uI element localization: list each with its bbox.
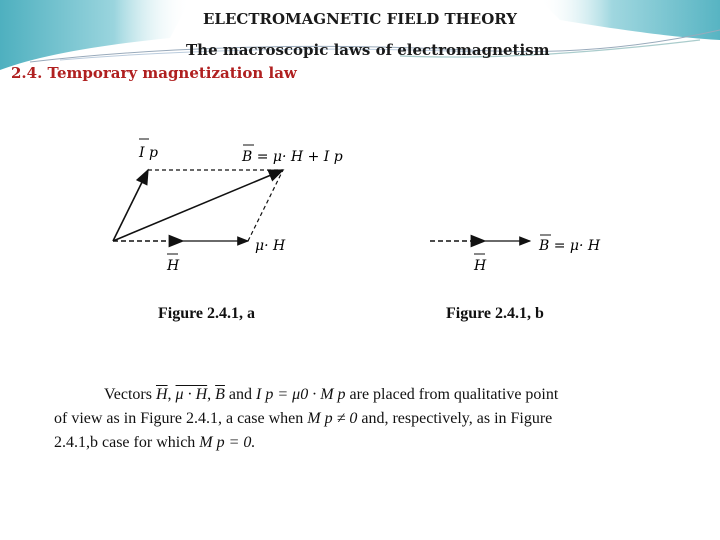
- paragraph-line-2: [54, 408, 552, 430]
- text-line2-start: of view as in Figure 2.4.1, a case when: [54, 410, 304, 427]
- figure-b-diagram: [430, 235, 601, 274]
- section-heading: 2.4. Temporary magnetization law: [11, 64, 297, 82]
- figure-a-diagram: [113, 139, 343, 274]
- symbol-h: $\overline{H}$: [155, 386, 168, 403]
- text-line1-rest: are placed from qualitative point: [349, 386, 559, 403]
- page-title: ELECTROMAGNETIC FIELD THEORY: [202, 10, 517, 28]
- paragraph-line-3: [54, 432, 255, 454]
- h-label: H: [167, 258, 180, 274]
- figure-a-caption: Figure 2.4.1, a: [158, 305, 256, 322]
- paragraph-line-1: Vectors $\overline{H}$, μ · H, $\overline{B}$ and I p = μ0 · M p are placed from qualitative point: [104, 386, 559, 403]
- ip-vector: [113, 170, 148, 241]
- muh-label: μ· H: [255, 238, 286, 254]
- b-vector: [113, 170, 283, 241]
- page-subtitle: The macroscopic laws of electromagnetism: [186, 41, 550, 59]
- ip-label: I p: [139, 145, 158, 161]
- symbol-mp-eq: M p = 0.: [199, 434, 256, 451]
- h-label-b: H: [474, 258, 487, 274]
- text-line2-rest: and, respectively, as in Figure: [361, 410, 553, 427]
- symbol-mp-neq: M p ≠ 0: [307, 410, 358, 427]
- symbol-ip-equation: I p = μ0 · M p: [256, 386, 346, 403]
- b-equation-label-b: B = μ· H: [539, 238, 601, 254]
- symbol-b: $\overline{B}$: [215, 386, 225, 403]
- text-line3-start: 2.4.1,b case for which: [54, 434, 196, 451]
- text-and: and: [228, 386, 253, 403]
- symbol-muh: μ · H: [175, 386, 208, 403]
- b-equation-label: B = μ· H + I p: [242, 149, 343, 165]
- figure-b-caption: Figure 2.4.1, b: [446, 305, 544, 322]
- text-vectors: Vectors: [104, 386, 152, 403]
- right-dashed-edge: [248, 170, 283, 241]
